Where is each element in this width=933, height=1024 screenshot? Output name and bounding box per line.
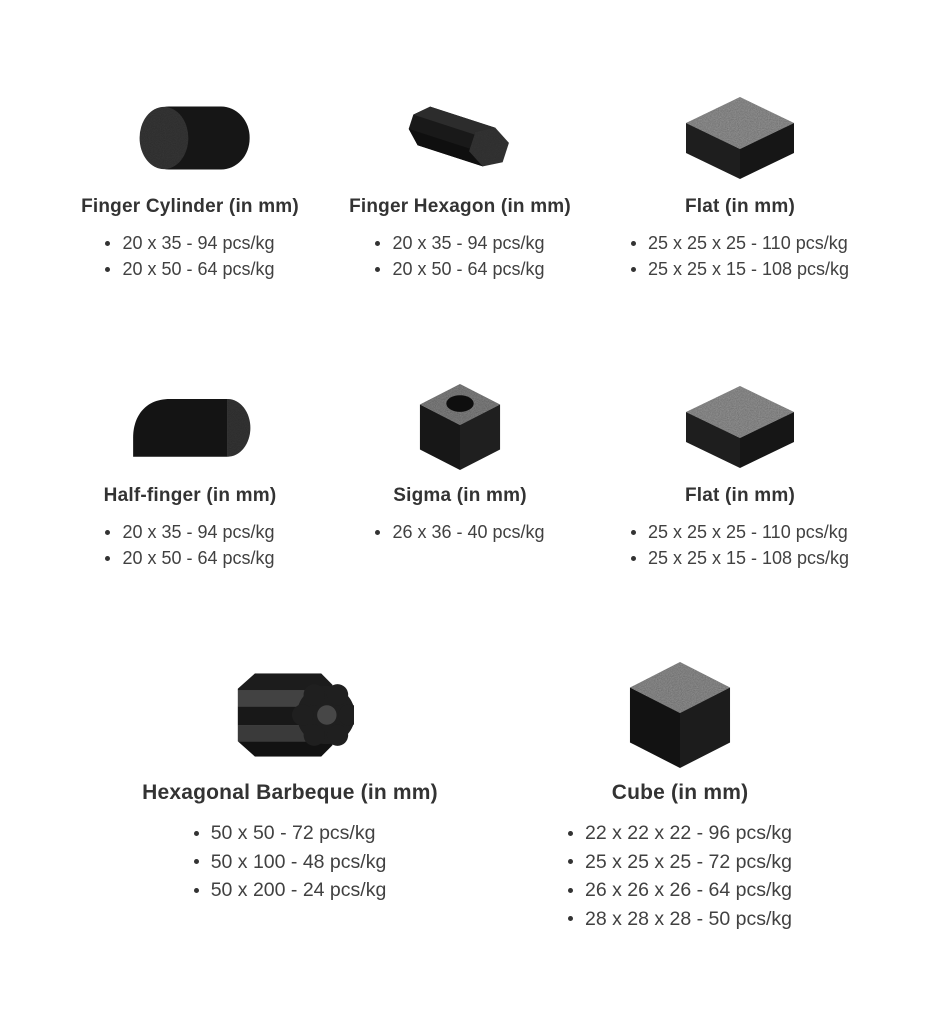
spec-list	[568, 819, 792, 933]
spec-text: 20 x 50 - 64 pcs/kg	[392, 259, 545, 279]
product-card-flat-2	[590, 377, 890, 571]
cube-briquette-icon	[628, 660, 732, 770]
spec-text: 50 x 100 - 48 pcs/kg	[210, 850, 387, 873]
bullet-icon	[194, 888, 199, 893]
spec-text: 26 x 26 x 26 - 64 pcs/kg	[584, 879, 793, 901]
bullet-icon	[105, 241, 110, 246]
spec-text: 25 x 25 x 25 - 110 pcs/kg	[647, 233, 848, 253]
bullet-icon	[631, 530, 636, 535]
bullet-icon	[194, 831, 199, 836]
spec-text: 20 x 50 - 64 pcs/kg	[122, 548, 275, 568]
spec-list	[375, 519, 544, 545]
finger-hexagon-icon	[399, 97, 521, 179]
spec-list	[105, 519, 274, 571]
spec-text: 20 x 35 - 94 pcs/kg	[122, 233, 275, 253]
product-card-sigma	[330, 377, 590, 571]
product-title: Cube (in mm)	[611, 781, 749, 804]
bullet-icon	[568, 831, 573, 836]
spec-item	[631, 519, 849, 545]
spec-item	[568, 848, 792, 877]
spec-item	[105, 230, 274, 256]
figure-finger-hexagon	[330, 88, 590, 188]
spec-text: 22 x 22 x 22 - 96 pcs/kg	[584, 822, 793, 844]
spec-text: 25 x 25 x 15 - 108 pcs/kg	[647, 548, 850, 568]
product-title: Finger Cylinder (in mm)	[81, 196, 299, 217]
product-title: Flat (in mm)	[684, 196, 796, 217]
flat-briquette-icon	[684, 384, 796, 470]
spec-item	[105, 545, 274, 571]
figure-flat	[590, 377, 890, 477]
hexagonal-barbeque-icon	[226, 665, 354, 765]
figure-half-finger	[50, 377, 330, 477]
bullet-icon	[568, 916, 573, 921]
figure-hexagonal-barbeque	[90, 659, 490, 771]
bullet-icon	[375, 267, 380, 272]
spec-list	[375, 230, 544, 282]
bullet-icon	[568, 888, 573, 893]
product-card-half-finger	[50, 377, 330, 571]
spec-list	[105, 230, 274, 282]
spec-item	[631, 256, 849, 282]
product-card-hexagonal-barbeque	[90, 659, 490, 933]
product-title: Finger Hexagon (in mm)	[349, 196, 571, 217]
half-finger-icon	[126, 392, 254, 462]
spec-item	[375, 256, 544, 282]
spec-list	[631, 519, 849, 571]
product-card-finger-hexagon	[330, 88, 590, 282]
bullet-icon	[105, 556, 110, 561]
spec-item	[375, 230, 544, 256]
spec-list	[631, 230, 849, 282]
spec-text: 50 x 200 - 24 pcs/kg	[210, 879, 387, 901]
spec-text: 26 x 36 - 40 pcs/kg	[392, 522, 545, 542]
catalog-row-1	[0, 88, 933, 282]
spec-text: 20 x 35 - 94 pcs/kg	[392, 233, 545, 253]
spec-text: 25 x 25 x 25 - 72 pcs/kg	[584, 850, 793, 873]
spec-item	[194, 876, 387, 905]
figure-sigma	[330, 377, 590, 477]
spec-text: 28 x 28 x 28 - 50 pcs/kg	[584, 907, 793, 930]
spec-list	[194, 819, 387, 905]
finger-cylinder-icon	[127, 102, 253, 174]
figure-finger-cylinder	[50, 88, 330, 188]
bullet-icon	[631, 556, 636, 561]
product-title: Flat (in mm)	[684, 485, 796, 506]
sigma-briquette-icon	[417, 382, 503, 472]
spec-item	[568, 905, 792, 934]
product-card-cube	[490, 659, 870, 933]
bullet-icon	[105, 530, 110, 535]
figure-flat	[590, 88, 890, 188]
product-title: Sigma (in mm)	[393, 485, 527, 506]
catalog-row-2	[0, 377, 933, 571]
spec-item	[631, 545, 849, 571]
bullet-icon	[631, 267, 636, 272]
product-title: Hexagonal Barbeque (in mm)	[142, 781, 438, 804]
bullet-icon	[194, 859, 199, 864]
figure-cube	[490, 659, 870, 771]
spec-item	[194, 848, 387, 877]
spec-item	[568, 819, 792, 848]
spec-text: 25 x 25 x 15 - 108 pcs/kg	[647, 259, 850, 279]
spec-item	[105, 256, 274, 282]
catalog-row-3	[0, 659, 933, 933]
product-card-flat-1	[590, 88, 890, 282]
spec-text: 20 x 50 - 64 pcs/kg	[122, 259, 275, 279]
bullet-icon	[375, 241, 380, 246]
bullet-icon	[105, 267, 110, 272]
spec-item	[375, 519, 544, 545]
bullet-icon	[375, 530, 380, 535]
flat-briquette-icon	[684, 95, 796, 181]
spec-text: 50 x 50 - 72 pcs/kg	[210, 822, 376, 844]
spec-text: 20 x 35 - 94 pcs/kg	[122, 522, 275, 542]
spec-item	[194, 819, 387, 848]
bullet-icon	[568, 859, 573, 864]
product-card-finger-cylinder	[50, 88, 330, 282]
spec-text: 25 x 25 x 25 - 110 pcs/kg	[647, 522, 848, 542]
bullet-icon	[631, 241, 636, 246]
spec-item	[631, 230, 849, 256]
spec-item	[568, 876, 792, 905]
product-title: Half-finger (in mm)	[103, 485, 277, 506]
spec-item	[105, 519, 274, 545]
